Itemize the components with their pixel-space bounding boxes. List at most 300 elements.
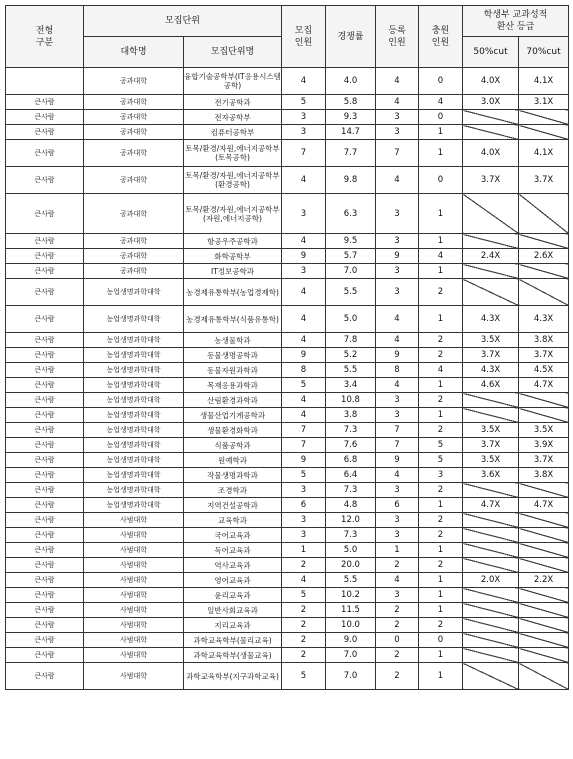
dept-cell: 농생물학과 — [184, 333, 282, 348]
college-cell: 농업생명과학대학 — [84, 378, 184, 393]
college-cell: 사범대학 — [84, 528, 184, 543]
type-cell: 큰사람 — [6, 279, 84, 306]
dept-cell: 윤리교육과 — [184, 588, 282, 603]
cut70-cell — [519, 194, 569, 234]
registered-cell: 4 — [376, 573, 419, 588]
college-cell: 공과대학 — [84, 125, 184, 140]
type-cell: 큰사람 — [6, 264, 84, 279]
cut50-cell: 4.3X — [463, 363, 519, 378]
college-cell: 사범대학 — [84, 648, 184, 663]
header-quota: 모집 인원 — [282, 6, 326, 68]
college-cell: 사범대학 — [84, 573, 184, 588]
quota-cell: 3 — [282, 264, 326, 279]
registered-cell: 3 — [376, 279, 419, 306]
quota-cell: 3 — [282, 110, 326, 125]
cut70-cell: 3.7X — [519, 453, 569, 468]
additional-cell: 2 — [419, 528, 463, 543]
additional-cell: 0 — [419, 633, 463, 648]
ratio-cell: 14.7 — [326, 125, 376, 140]
cut70-cell: 3.9X — [519, 438, 569, 453]
dept-cell: 일반사회교육과 — [184, 603, 282, 618]
additional-cell: 1 — [419, 234, 463, 249]
table-row — [6, 438, 569, 453]
dept-cell: 생물환경화학과 — [184, 423, 282, 438]
quota-cell: 5 — [282, 95, 326, 110]
type-cell: 큰사람 — [6, 348, 84, 363]
cut70-cell — [519, 110, 569, 125]
type-cell: 큰사람 — [6, 453, 84, 468]
quota-cell: 2 — [282, 603, 326, 618]
cut50-cell — [463, 603, 519, 618]
college-cell: 사범대학 — [84, 588, 184, 603]
dept-cell: 산림환경과학과 — [184, 393, 282, 408]
cut70-cell — [519, 618, 569, 633]
ratio-cell: 5.0 — [326, 543, 376, 558]
cut70-cell: 4.5X — [519, 363, 569, 378]
college-cell: 농업생명과학대학 — [84, 423, 184, 438]
type-cell: 큰사람 — [6, 618, 84, 633]
dept-cell: 동물생명공학과 — [184, 348, 282, 363]
quota-cell: 5 — [282, 378, 326, 393]
type-cell: 큰사람 — [6, 95, 84, 110]
dept-cell: 지리교육과 — [184, 618, 282, 633]
table-row — [6, 348, 569, 363]
additional-cell: 2 — [419, 279, 463, 306]
additional-cell: 1 — [419, 306, 463, 333]
type-cell: 큰사람 — [6, 378, 84, 393]
dept-cell: 융합기술공학부(IT응용시스템공학) — [184, 68, 282, 95]
registered-cell: 2 — [376, 603, 419, 618]
additional-cell: 0 — [419, 68, 463, 95]
table-row — [6, 528, 569, 543]
cut50-cell: 3.5X — [463, 453, 519, 468]
table-row — [6, 249, 569, 264]
type-cell: 큰사람 — [6, 528, 84, 543]
college-cell: 공과대학 — [84, 264, 184, 279]
additional-cell: 2 — [419, 423, 463, 438]
cut50-cell — [463, 543, 519, 558]
additional-cell: 0 — [419, 167, 463, 194]
college-cell: 농업생명과학대학 — [84, 363, 184, 378]
ratio-cell: 5.5 — [326, 279, 376, 306]
college-cell: 농업생명과학대학 — [84, 348, 184, 363]
cut50-cell: 3.7X — [463, 167, 519, 194]
dept-cell: 국어교육과 — [184, 528, 282, 543]
cut70-cell — [519, 408, 569, 423]
dept-cell: 화학공학부 — [184, 249, 282, 264]
registered-cell: 9 — [376, 453, 419, 468]
dept-cell: 토목/환경/자원,에너지공학부(토목공학) — [184, 140, 282, 167]
cut70-cell: 3.5X — [519, 423, 569, 438]
college-cell: 사범대학 — [84, 618, 184, 633]
registered-cell: 7 — [376, 140, 419, 167]
ratio-cell: 7.3 — [326, 423, 376, 438]
cut50-cell — [463, 663, 519, 690]
cut70-cell — [519, 528, 569, 543]
ratio-cell: 7.0 — [326, 663, 376, 690]
registered-cell: 3 — [376, 125, 419, 140]
college-cell: 사범대학 — [84, 633, 184, 648]
type-cell: 큰사람 — [6, 363, 84, 378]
college-cell: 농업생명과학대학 — [84, 498, 184, 513]
quota-cell: 4 — [282, 393, 326, 408]
dept-cell: 항공우주공학과 — [184, 234, 282, 249]
additional-cell: 2 — [419, 333, 463, 348]
cut50-cell: 3.7X — [463, 438, 519, 453]
additional-cell: 2 — [419, 483, 463, 498]
header-dept: 모집단위명 — [184, 37, 282, 68]
registered-cell: 9 — [376, 348, 419, 363]
ratio-cell: 7.0 — [326, 264, 376, 279]
ratio-cell: 12.0 — [326, 513, 376, 528]
table-row — [6, 140, 569, 167]
additional-cell: 4 — [419, 249, 463, 264]
cut70-cell — [519, 633, 569, 648]
table-row — [6, 453, 569, 468]
college-cell: 농업생명과학대학 — [84, 279, 184, 306]
additional-cell: 1 — [419, 498, 463, 513]
type-cell: 큰사람 — [6, 483, 84, 498]
quota-cell: 1 — [282, 543, 326, 558]
table-row — [6, 648, 569, 663]
additional-cell: 5 — [419, 453, 463, 468]
dept-cell: 역사교육과 — [184, 558, 282, 573]
cut50-cell — [463, 483, 519, 498]
ratio-cell: 7.6 — [326, 438, 376, 453]
quota-cell: 7 — [282, 140, 326, 167]
college-cell: 공과대학 — [84, 167, 184, 194]
table-row — [6, 393, 569, 408]
registered-cell: 3 — [376, 393, 419, 408]
dept-cell: 컴퓨터공학부 — [184, 125, 282, 140]
additional-cell: 4 — [419, 363, 463, 378]
dept-cell: 식품공학과 — [184, 438, 282, 453]
ratio-cell: 5.8 — [326, 95, 376, 110]
cut50-cell — [463, 528, 519, 543]
cut70-cell — [519, 483, 569, 498]
additional-cell: 1 — [419, 603, 463, 618]
quota-cell: 9 — [282, 453, 326, 468]
cut70-cell — [519, 279, 569, 306]
additional-cell: 1 — [419, 573, 463, 588]
cut50-cell: 4.7X — [463, 498, 519, 513]
quota-cell: 2 — [282, 633, 326, 648]
type-cell: 큰사람 — [6, 393, 84, 408]
college-cell: 사범대학 — [84, 543, 184, 558]
cut50-cell: 2.0X — [463, 573, 519, 588]
registered-cell: 4 — [376, 167, 419, 194]
table-row — [6, 633, 569, 648]
quota-cell: 4 — [282, 333, 326, 348]
additional-cell: 1 — [419, 264, 463, 279]
type-cell: 큰사람 — [6, 333, 84, 348]
college-cell: 사범대학 — [84, 513, 184, 528]
cut70-cell: 3.7X — [519, 167, 569, 194]
table-row — [6, 110, 569, 125]
dept-cell: 원예학과 — [184, 453, 282, 468]
registered-cell: 2 — [376, 618, 419, 633]
additional-cell: 1 — [419, 408, 463, 423]
cut50-cell — [463, 125, 519, 140]
table-row — [6, 95, 569, 110]
cut50-cell — [463, 633, 519, 648]
cut50-cell — [463, 234, 519, 249]
ratio-cell: 7.3 — [326, 528, 376, 543]
registered-cell: 4 — [376, 306, 419, 333]
cut70-cell: 3.8X — [519, 468, 569, 483]
registered-cell: 3 — [376, 483, 419, 498]
header-ratio: 경쟁률 — [326, 6, 376, 68]
type-cell: 큰사람 — [6, 423, 84, 438]
header-unit: 모집단위 — [84, 6, 282, 37]
cut70-cell: 3.1X — [519, 95, 569, 110]
cut50-cell: 2.4X — [463, 249, 519, 264]
college-cell: 공과대학 — [84, 68, 184, 95]
dept-cell: 과학교육학부(물리교육) — [184, 633, 282, 648]
header-cut70: 70%cut — [519, 37, 569, 68]
quota-cell: 5 — [282, 588, 326, 603]
table-row — [6, 194, 569, 234]
cut70-cell — [519, 125, 569, 140]
quota-cell: 2 — [282, 648, 326, 663]
quota-cell: 6 — [282, 498, 326, 513]
table-row — [6, 306, 569, 333]
dept-cell: 영어교육과 — [184, 573, 282, 588]
cut70-cell — [519, 393, 569, 408]
ratio-cell: 10.2 — [326, 588, 376, 603]
header-cut50: 50%cut — [463, 37, 519, 68]
quota-cell: 8 — [282, 363, 326, 378]
registered-cell: 2 — [376, 648, 419, 663]
table-row — [6, 618, 569, 633]
cut70-cell — [519, 588, 569, 603]
quota-cell: 4 — [282, 279, 326, 306]
cut70-cell — [519, 513, 569, 528]
ratio-cell: 9.5 — [326, 234, 376, 249]
cut50-cell — [463, 618, 519, 633]
cut50-cell — [463, 110, 519, 125]
quota-cell: 4 — [282, 68, 326, 95]
registered-cell: 3 — [376, 513, 419, 528]
ratio-cell: 5.0 — [326, 306, 376, 333]
additional-cell: 1 — [419, 543, 463, 558]
quota-cell: 9 — [282, 348, 326, 363]
registered-cell: 2 — [376, 663, 419, 690]
type-cell: 큰사람 — [6, 140, 84, 167]
cut70-cell — [519, 558, 569, 573]
college-cell: 농업생명과학대학 — [84, 306, 184, 333]
registered-cell: 3 — [376, 234, 419, 249]
table-row — [6, 264, 569, 279]
type-cell: 큰사람 — [6, 543, 84, 558]
additional-cell: 2 — [419, 558, 463, 573]
college-cell: 농업생명과학대학 — [84, 483, 184, 498]
additional-cell: 2 — [419, 618, 463, 633]
ratio-cell: 7.0 — [326, 648, 376, 663]
admission-table-container — [5, 5, 569, 690]
type-cell — [6, 68, 84, 95]
table-body — [6, 68, 569, 690]
additional-cell: 1 — [419, 125, 463, 140]
type-cell: 큰사람 — [6, 633, 84, 648]
type-cell: 큰사람 — [6, 468, 84, 483]
registered-cell: 3 — [376, 194, 419, 234]
type-cell: 큰사람 — [6, 125, 84, 140]
registered-cell: 8 — [376, 363, 419, 378]
quota-cell: 4 — [282, 408, 326, 423]
dept-cell: 조경학과 — [184, 483, 282, 498]
table-row — [6, 408, 569, 423]
type-cell: 큰사람 — [6, 110, 84, 125]
ratio-cell: 9.8 — [326, 167, 376, 194]
header-registered: 등록 인원 — [376, 6, 419, 68]
cut70-cell — [519, 603, 569, 618]
college-cell: 농업생명과학대학 — [84, 453, 184, 468]
quota-cell: 3 — [282, 513, 326, 528]
registered-cell: 0 — [376, 633, 419, 648]
table-row — [6, 125, 569, 140]
cut70-cell: 3.7X — [519, 348, 569, 363]
table-row — [6, 68, 569, 95]
header-grade: 학생부 교과성적 환산 등급 — [463, 6, 569, 37]
college-cell: 사범대학 — [84, 663, 184, 690]
quota-cell: 3 — [282, 194, 326, 234]
additional-cell: 1 — [419, 140, 463, 167]
ratio-cell: 4.8 — [326, 498, 376, 513]
cut50-cell: 3.6X — [463, 468, 519, 483]
ratio-cell: 6.8 — [326, 453, 376, 468]
cut70-cell — [519, 264, 569, 279]
registered-cell: 4 — [376, 95, 419, 110]
ratio-cell: 7.8 — [326, 333, 376, 348]
registered-cell: 3 — [376, 588, 419, 603]
dept-cell: 목재응용과학과 — [184, 378, 282, 393]
dept-cell: IT정보공학과 — [184, 264, 282, 279]
type-cell: 큰사람 — [6, 438, 84, 453]
cut70-cell: 3.8X — [519, 333, 569, 348]
type-cell: 큰사람 — [6, 249, 84, 264]
table-row — [6, 333, 569, 348]
ratio-cell: 3.4 — [326, 378, 376, 393]
college-cell: 공과대학 — [84, 194, 184, 234]
table-row — [6, 378, 569, 393]
college-cell: 공과대학 — [84, 95, 184, 110]
additional-cell: 1 — [419, 194, 463, 234]
type-cell: 큰사람 — [6, 603, 84, 618]
table-row — [6, 513, 569, 528]
quota-cell: 7 — [282, 423, 326, 438]
ratio-cell: 5.2 — [326, 348, 376, 363]
ratio-cell: 11.5 — [326, 603, 376, 618]
college-cell: 사범대학 — [84, 558, 184, 573]
quota-cell: 4 — [282, 167, 326, 194]
dept-cell: 토목/환경/자원,에너지공학부(환경공학) — [184, 167, 282, 194]
type-cell: 큰사람 — [6, 408, 84, 423]
cut50-cell: 3.5X — [463, 333, 519, 348]
table-row — [6, 167, 569, 194]
registered-cell: 3 — [376, 110, 419, 125]
ratio-cell: 9.0 — [326, 633, 376, 648]
cut50-cell: 4.3X — [463, 306, 519, 333]
quota-cell: 3 — [282, 125, 326, 140]
dept-cell: 농경제유통학부(식품유통학) — [184, 306, 282, 333]
table-row — [6, 234, 569, 249]
additional-cell: 0 — [419, 110, 463, 125]
cut70-cell: 4.3X — [519, 306, 569, 333]
registered-cell: 6 — [376, 498, 419, 513]
cut70-cell — [519, 648, 569, 663]
type-cell: 큰사람 — [6, 573, 84, 588]
registered-cell: 7 — [376, 438, 419, 453]
type-cell: 큰사람 — [6, 167, 84, 194]
registered-cell: 3 — [376, 408, 419, 423]
college-cell: 공과대학 — [84, 110, 184, 125]
type-cell: 큰사람 — [6, 234, 84, 249]
ratio-cell: 3.8 — [326, 408, 376, 423]
ratio-cell: 7.3 — [326, 483, 376, 498]
cut70-cell: 4.7X — [519, 498, 569, 513]
dept-cell: 농경제유통학부(농업경제학) — [184, 279, 282, 306]
type-cell: 큰사람 — [6, 498, 84, 513]
ratio-cell: 7.7 — [326, 140, 376, 167]
registered-cell: 4 — [376, 68, 419, 95]
ratio-cell: 10.0 — [326, 618, 376, 633]
cut50-cell — [463, 648, 519, 663]
quota-cell: 2 — [282, 558, 326, 573]
college-cell: 농업생명과학대학 — [84, 408, 184, 423]
cut50-cell — [463, 393, 519, 408]
quota-cell: 5 — [282, 468, 326, 483]
college-cell: 농업생명과학대학 — [84, 333, 184, 348]
table-row — [6, 483, 569, 498]
type-cell: 큰사람 — [6, 306, 84, 333]
dept-cell: 교육학과 — [184, 513, 282, 528]
college-cell: 공과대학 — [84, 234, 184, 249]
dept-cell: 과학교육학부(지구과학교육) — [184, 663, 282, 690]
cut70-cell: 4.1X — [519, 140, 569, 167]
registered-cell: 7 — [376, 423, 419, 438]
table-row — [6, 498, 569, 513]
quota-cell: 7 — [282, 438, 326, 453]
table-row — [6, 663, 569, 690]
cut50-cell: 4.0X — [463, 68, 519, 95]
table-row — [6, 603, 569, 618]
dept-cell: 동물자원과학과 — [184, 363, 282, 378]
registered-cell: 4 — [376, 378, 419, 393]
table-row — [6, 279, 569, 306]
table-row — [6, 588, 569, 603]
dept-cell: 전기공학과 — [184, 95, 282, 110]
registered-cell: 3 — [376, 528, 419, 543]
table-row — [6, 558, 569, 573]
registered-cell: 4 — [376, 333, 419, 348]
additional-cell: 1 — [419, 648, 463, 663]
registered-cell: 1 — [376, 543, 419, 558]
quota-cell: 5 — [282, 663, 326, 690]
dept-cell: 과학교육학부(생물교육) — [184, 648, 282, 663]
cut50-cell: 4.0X — [463, 140, 519, 167]
college-cell: 공과대학 — [84, 140, 184, 167]
cut50-cell: 3.0X — [463, 95, 519, 110]
type-cell: 큰사람 — [6, 648, 84, 663]
registered-cell: 9 — [376, 249, 419, 264]
college-cell: 농업생명과학대학 — [84, 468, 184, 483]
table-row — [6, 423, 569, 438]
additional-cell: 2 — [419, 513, 463, 528]
ratio-cell: 6.4 — [326, 468, 376, 483]
quota-cell: 4 — [282, 234, 326, 249]
quota-cell: 4 — [282, 573, 326, 588]
